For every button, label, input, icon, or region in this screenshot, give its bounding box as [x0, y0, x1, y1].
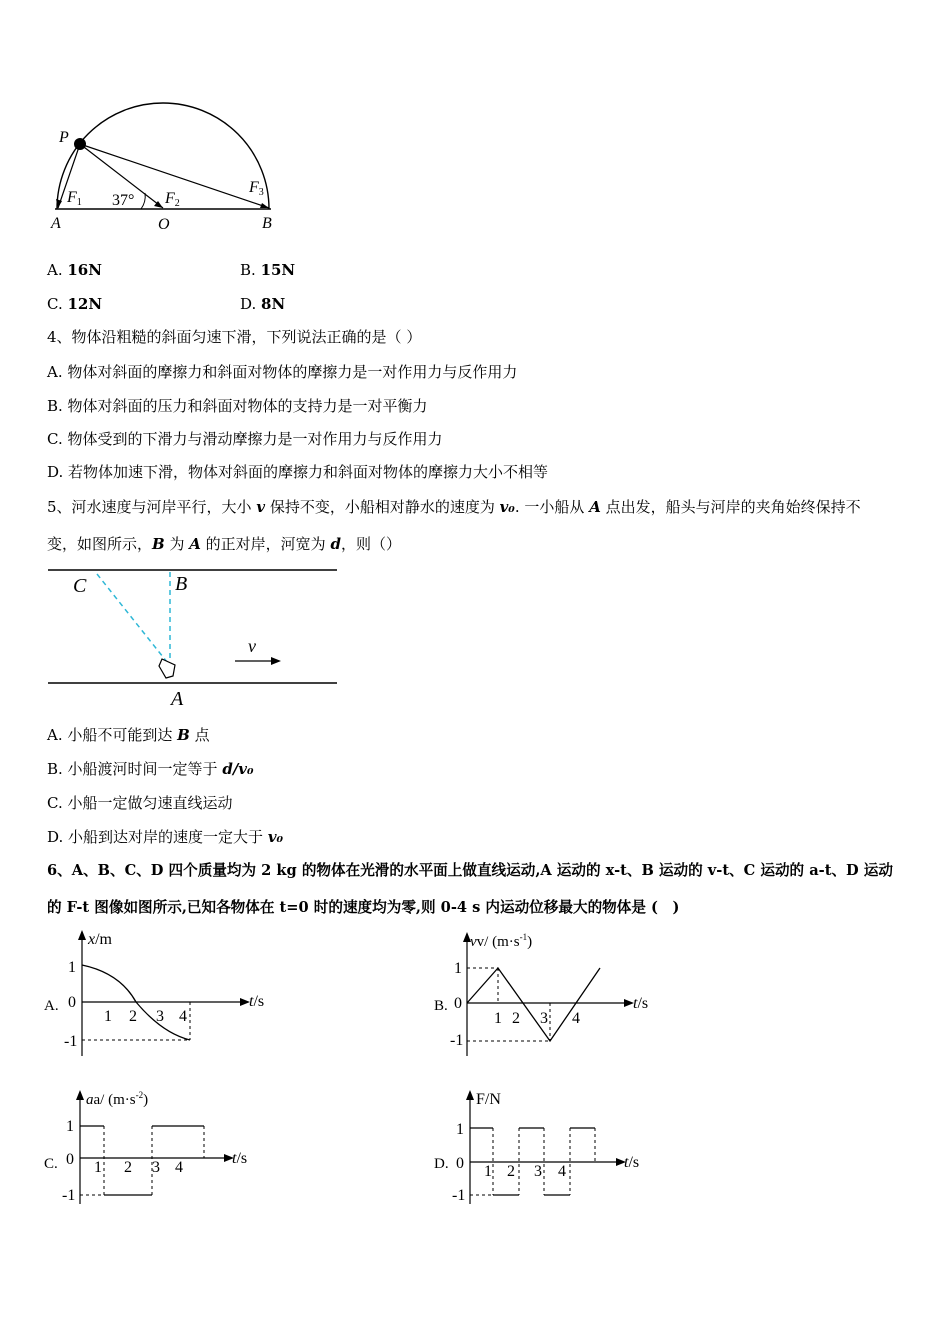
graph-a-ytick-0: 0	[68, 994, 76, 1011]
point-o-label: O	[158, 216, 170, 233]
graph-c-xtick-2: 2	[124, 1159, 132, 1176]
graph-b-vt[interactable]	[430, 928, 670, 1058]
graph-d-y-axis-label: F/N	[476, 1091, 501, 1108]
semicircle-force-figure	[45, 95, 285, 240]
graph-c-x-axis-label: t/s	[232, 1150, 248, 1167]
q5-stem-line1: 5、河水速度与河岸平行，大小 v 保持不变，小船相对静水的速度为 v₀. 一小船从 A 点出发，船头与河岸的夹角始终保持不	[47, 498, 861, 516]
graph-c-ytick-neg1: -1	[62, 1187, 76, 1204]
graph-d-xtick-4: 4	[558, 1163, 566, 1180]
graph-b-xtick-3: 3	[540, 1010, 548, 1027]
velocity-v-label: v	[248, 636, 256, 656]
graph-c-option-label: C.	[44, 1156, 58, 1172]
q4-option-d[interactable]: D. 若物体加速下滑，物体对斜面的摩擦力和斜面对物体的摩擦力大小不相等	[47, 463, 549, 481]
point-b-label: B	[175, 573, 188, 595]
graph-d-ytick-0: 0	[456, 1155, 464, 1172]
q3-option-d[interactable]: D. 8N	[240, 295, 286, 313]
graph-a-option-label: A.	[44, 998, 59, 1014]
graph-c-xtick-1: 1	[94, 1159, 102, 1176]
graph-d-xtick-1: 1	[484, 1163, 492, 1180]
graph-c-ytick-0: 0	[66, 1151, 74, 1168]
graph-c-xtick-4: 4	[175, 1159, 183, 1176]
graph-b-xtick-4: 4	[572, 1010, 580, 1027]
graph-c-ytick-1: 1	[66, 1118, 74, 1135]
graph-c-y-axis-label: aa/ $(m\cdot s^{-2})$	[86, 1090, 149, 1108]
q5-option-c[interactable]: C. 小船一定做匀速直线运动	[47, 794, 233, 812]
q4-stem: 4、物体沿粗糙的斜面匀速下滑，下列说法正确的是（ ）	[47, 328, 422, 346]
q4-option-b[interactable]: B. 物体对斜面的压力和斜面对物体的支持力是一对平衡力	[47, 397, 428, 415]
q3-option-a[interactable]: A. 16N	[47, 261, 102, 279]
angle-label: 37°	[112, 192, 135, 209]
force-f2-label: F2	[165, 190, 180, 209]
graph-d-x-axis-label: t/s	[624, 1154, 640, 1171]
q5-option-d[interactable]: D. 小船到达对岸的速度一定大于 v₀	[47, 828, 284, 846]
graph-a-xtick-1: 1	[104, 1008, 112, 1025]
graph-d-ft[interactable]	[430, 1086, 670, 1206]
graph-a-ytick-1: 1	[68, 959, 76, 976]
graph-a-xtick-2: 2	[129, 1008, 137, 1025]
graph-b-ytick-0: 0	[454, 995, 462, 1012]
point-p-label: P	[59, 129, 69, 146]
graph-a-xtick-3: 3	[156, 1008, 164, 1025]
force-f3-label: F3	[249, 179, 264, 198]
q3-option-b[interactable]: B. 15N	[240, 261, 296, 279]
q6-stem-line1: 6、A、B、C、D 四个质量均为 2 kg 的物体在光滑的水平面上做直线运动,A 运动的 x-t、B 运动的 v-t、C 运动的 a-t、D 运动	[47, 862, 893, 879]
q6-stem-line2: 的 F-t 图像如图所示,已知各物体在 t=0 时的速度均为零,则 0-4 s 内运动位移最大的物体是 ( )	[47, 899, 680, 916]
q5-option-a[interactable]: A. 小船不可能到达 B 点	[47, 726, 210, 744]
point-a-label: A	[171, 688, 184, 710]
graph-d-xtick-3: 3	[534, 1163, 542, 1180]
q4-option-a[interactable]: A. 物体对斜面的摩擦力和斜面对物体的摩擦力是一对作用力与反作用力	[47, 363, 518, 381]
graph-b-xtick-2: 2	[512, 1010, 520, 1027]
graph-b-ytick-neg1: -1	[450, 1032, 464, 1049]
graph-a-xt[interactable]	[40, 928, 280, 1058]
graph-b-ytick-1: 1	[454, 960, 462, 977]
graph-b-x-axis-label: t/s	[633, 995, 649, 1012]
q5-stem-line2: 变，如图所示，B 为 A 的正对岸，河宽为 d，则（）	[47, 535, 401, 553]
graph-b-xtick-1: 1	[494, 1010, 502, 1027]
q4-option-c[interactable]: C. 物体受到的下滑力与滑动摩擦力是一对作用力与反作用力	[47, 430, 443, 448]
graph-a-xtick-4: 4	[179, 1008, 187, 1025]
graph-d-ytick-neg1: -1	[452, 1187, 466, 1204]
graph-a-x-axis-label: t/s	[249, 993, 265, 1010]
graph-b-option-label: B.	[434, 998, 448, 1014]
point-b-label: B	[262, 215, 272, 232]
point-a-label: A	[51, 215, 61, 232]
graph-b-y-axis-label: vv/ $(m\cdot s^{-1})$	[470, 932, 533, 950]
graph-d-xtick-2: 2	[507, 1163, 515, 1180]
point-c-label: C	[73, 575, 87, 597]
graph-c-xtick-3: 3	[152, 1159, 160, 1176]
graph-a-ytick-neg1: -1	[64, 1033, 78, 1050]
graph-d-option-label: D.	[434, 1156, 449, 1172]
graph-c-at[interactable]	[40, 1086, 280, 1206]
q3-option-c[interactable]: C. 12N	[47, 295, 103, 313]
force-f1-label: F1	[67, 189, 82, 208]
river-crossing-figure	[45, 562, 345, 712]
graph-d-ytick-1: 1	[456, 1121, 464, 1138]
graph-a-y-axis-label: x/m	[88, 931, 112, 948]
q5-option-b[interactable]: B. 小船渡河时间一定等于 d/v₀	[47, 760, 254, 778]
